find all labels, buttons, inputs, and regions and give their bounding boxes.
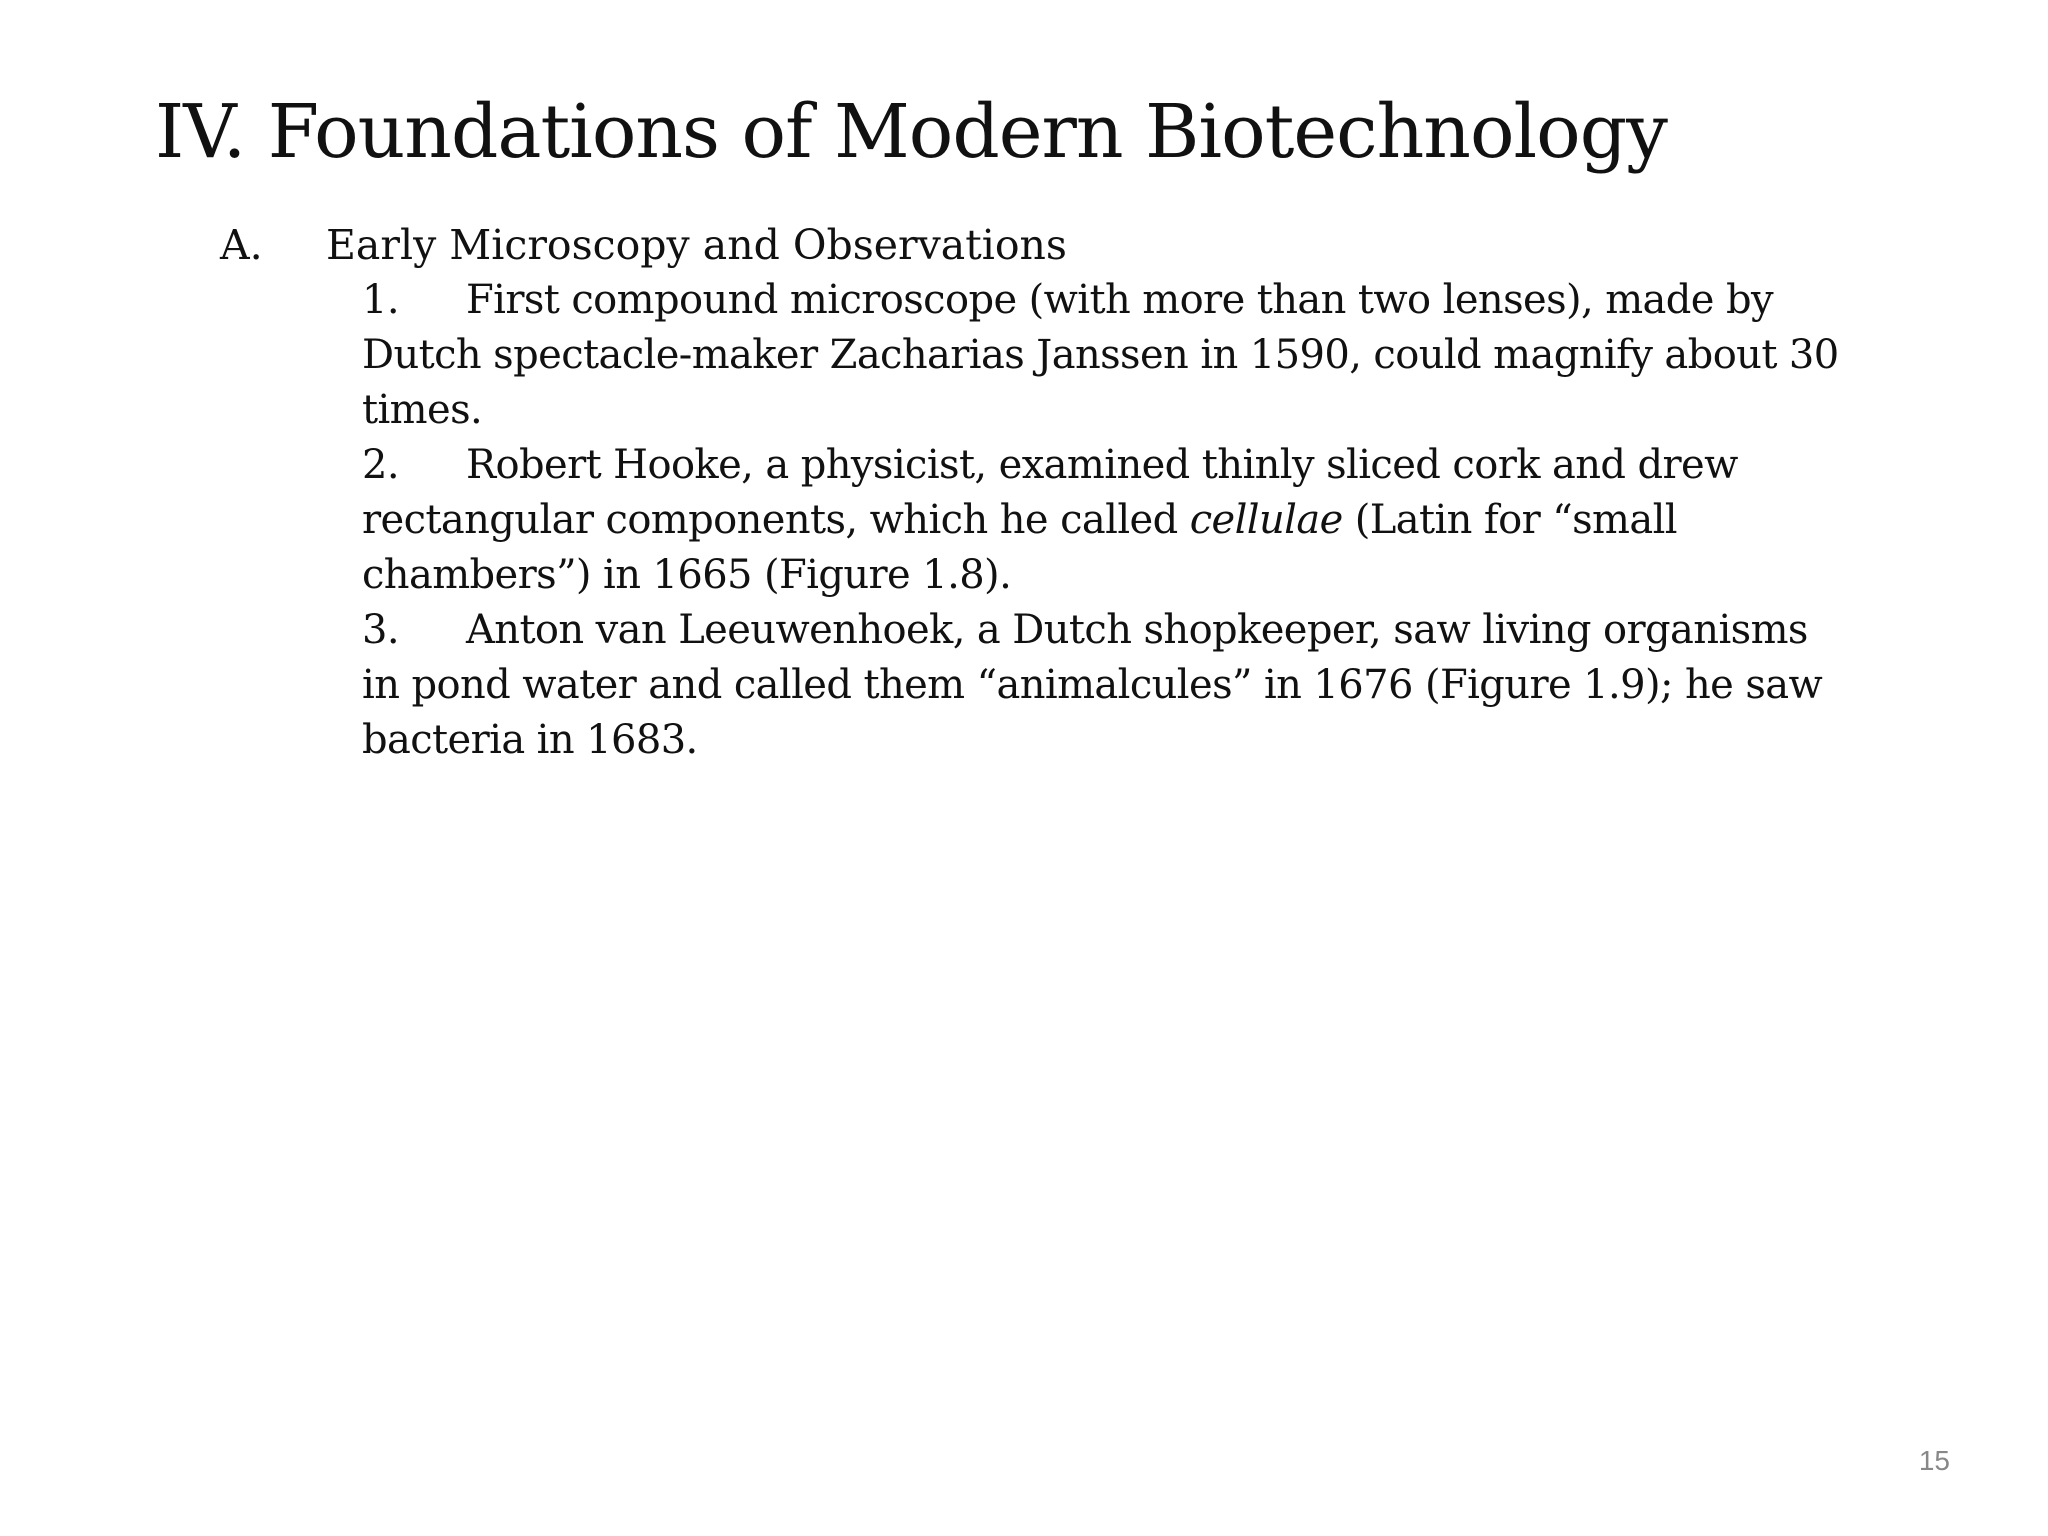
slide-title: IV. Foundations of Modern Biotechnology: [155, 89, 1667, 175]
section-heading-text: Early Microscopy and Observations: [326, 221, 1067, 269]
item-text: Anton van Leeuwenhoek, a Dutch shopkeeper, saw living organisms in pond water and called them “animalcules” in 1676 (Figure 1.9); he saw bacteria in 1683.: [362, 607, 1823, 763]
item-number: 2.: [362, 442, 399, 488]
list-item: [362, 438, 1840, 603]
item-text: First compound microscope (with more than two lenses), made by Dutch spectacle-maker Zacharias Janssen in 1590, could magnify about 30 times.: [362, 277, 1839, 433]
item-list: [362, 273, 1840, 768]
page-number: 15: [1918, 1445, 1950, 1476]
list-item: [362, 603, 1840, 768]
section-letter: A.: [220, 221, 263, 269]
list-item: [362, 273, 1840, 438]
item-number: 3.: [362, 607, 399, 653]
item-text-continued: (Latin for “small chambers”) in 1665 (Figure 1.8).: [362, 497, 1677, 598]
item-number: 1.: [362, 277, 399, 323]
item-text: Robert Hooke, a physicist, examined thinly sliced cork and drew rectangular components, which he called: [362, 442, 1738, 543]
section-early-microscopy: [220, 218, 1840, 768]
section-heading: [220, 218, 1840, 273]
item-italic-term: cellulae: [1189, 497, 1343, 543]
